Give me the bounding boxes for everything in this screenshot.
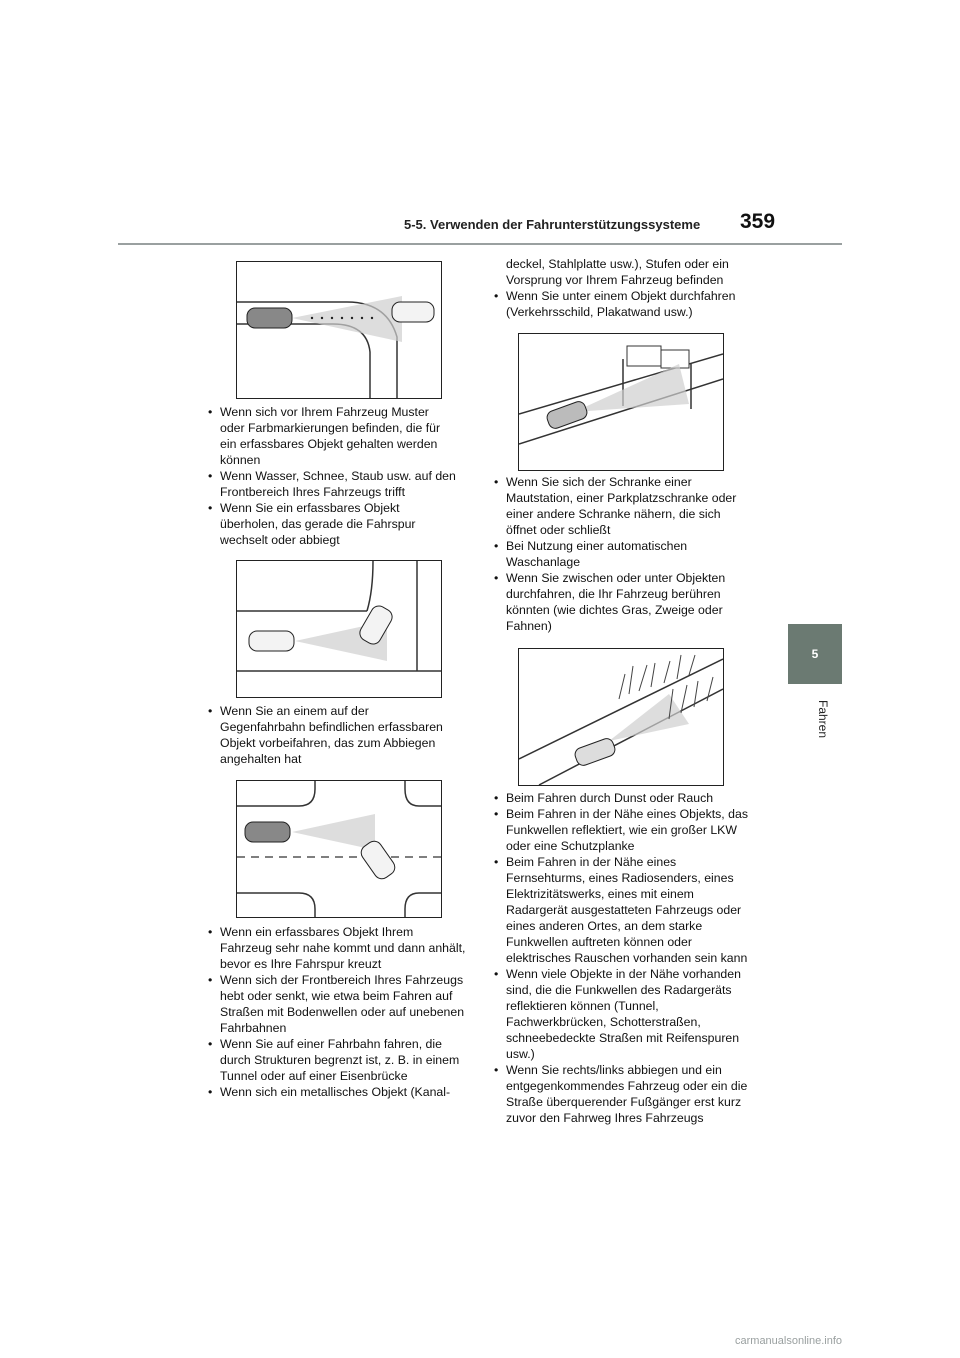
left-bullets-1 xyxy=(206,404,456,548)
right-bullets-2 xyxy=(492,474,754,634)
list-item: • Bei Nutzung einer automatischen Waschanlage xyxy=(492,538,754,570)
left-bullets-2 xyxy=(206,703,456,767)
section-title: 5-5. Verwenden der Fahrunterstützungssysteme xyxy=(404,217,701,232)
chapter-label: Fahren xyxy=(816,700,830,739)
list-item: • Wenn Sie rechts/links abbiegen und ein entgegenkommendes Fahrzeug oder ein die Straße überquerender Fußgänger erst kurz zuvor den Fahrweg Ihres Fahrzeugs xyxy=(492,1062,754,1126)
chapter-tab[interactable]: 5 xyxy=(788,624,842,684)
right-bullets-1 xyxy=(492,256,754,320)
figure-lane-change-radar xyxy=(236,560,442,698)
page-number: 359 xyxy=(740,210,776,233)
list-item: • Wenn viele Objekte in der Nähe vorhanden sind, die die Funkwellen des Radargeräts reflektieren können (Tunnel, Fachwerkbrücken, Schotterstraßen, schneebedeckte Straßen mit Reifenspuren usw.) xyxy=(492,966,754,1062)
right-bullets-3 xyxy=(492,790,754,1126)
list-item: • Beim Fahren in der Nähe eines Objekts, das Funkwellen reflektiert, wie ein großer LKW oder eine Schutzplanke xyxy=(492,806,754,854)
list-item: • Wenn Sie zwischen oder unter Objekten durchfahren, die Ihr Fahrzeug berühren könnten (wie dichtes Gras, Zweige oder Fahnen) xyxy=(492,570,754,634)
list-item: • Wenn Sie auf einer Fahrbahn fahren, die durch Strukturen begrenzt ist, z. B. in einem Tunnel oder auf einer Eisenbrücke xyxy=(206,1036,468,1084)
list-item: • Wenn Sie sich der Schranke einer Mautstation, einer Parkplatzschranke oder einer andere Schranke nähern, die sich öffnet oder schließt xyxy=(492,474,754,538)
list-item: • Beim Fahren in der Nähe eines Fernsehturms, eines Radiosenders, eines Elektrizitätswerks, eines mit einem Radargerät ausgestatteten Fahrzeugs oder eines anderen Ortes, an dem starke Funkwellen auftreten können oder elektrisches Rauschen vorhanden sein kann xyxy=(492,854,754,966)
list-item: • Wenn sich ein metallisches Objekt (Kanal- xyxy=(206,1084,468,1100)
list-item: • Beim Fahren durch Dunst oder Rauch xyxy=(492,790,754,806)
figure-oncoming-turn-radar xyxy=(236,780,442,918)
header-divider xyxy=(118,243,842,245)
list-item: • Wenn Sie an einem auf der Gegenfahrbahn befindlichen erfassbaren Objekt vorbeifahren, das zum Abbiegen angehalten hat xyxy=(206,703,456,767)
list-item: • Wenn sich vor Ihrem Fahrzeug Muster oder Farbmarkierungen befinden, die für ein erfassbares Objekt gehalten werden können xyxy=(206,404,456,468)
figure-curve-road-radar xyxy=(236,261,442,399)
list-item: • Wenn Sie ein erfassbares Objekt überholen, das gerade die Fahrspur wechselt oder abbiegt xyxy=(206,500,456,548)
list-item: deckel, Stahlplatte usw.), Stufen oder ein Vorsprung vor Ihrem Fahrzeug befinden xyxy=(506,257,729,287)
list-item: • Wenn sich der Frontbereich Ihres Fahrzeugs hebt oder senkt, wie etwa beim Fahren auf Straßen mit Bodenwellen oder auf unebenen Fahrbahnen xyxy=(206,972,468,1036)
list-item: • Wenn ein erfassbares Objekt Ihrem Fahrzeug sehr nahe kommt und dann anhält, bevor es Ihre Fahrspur kreuzt xyxy=(206,924,468,972)
figure-overhead-sign-radar xyxy=(518,333,724,471)
list-item: • Wenn Sie unter einem Objekt durchfahren (Verkehrsschild, Plakatwand usw.) xyxy=(492,288,754,320)
list-item: • Wenn Wasser, Schnee, Staub usw. auf den Frontbereich Ihres Fahrzeugs trifft xyxy=(206,468,456,500)
watermark: carmanualsonline.info xyxy=(735,1335,843,1347)
figure-tall-grass-radar xyxy=(518,648,724,786)
left-bullets-3 xyxy=(206,924,468,1100)
